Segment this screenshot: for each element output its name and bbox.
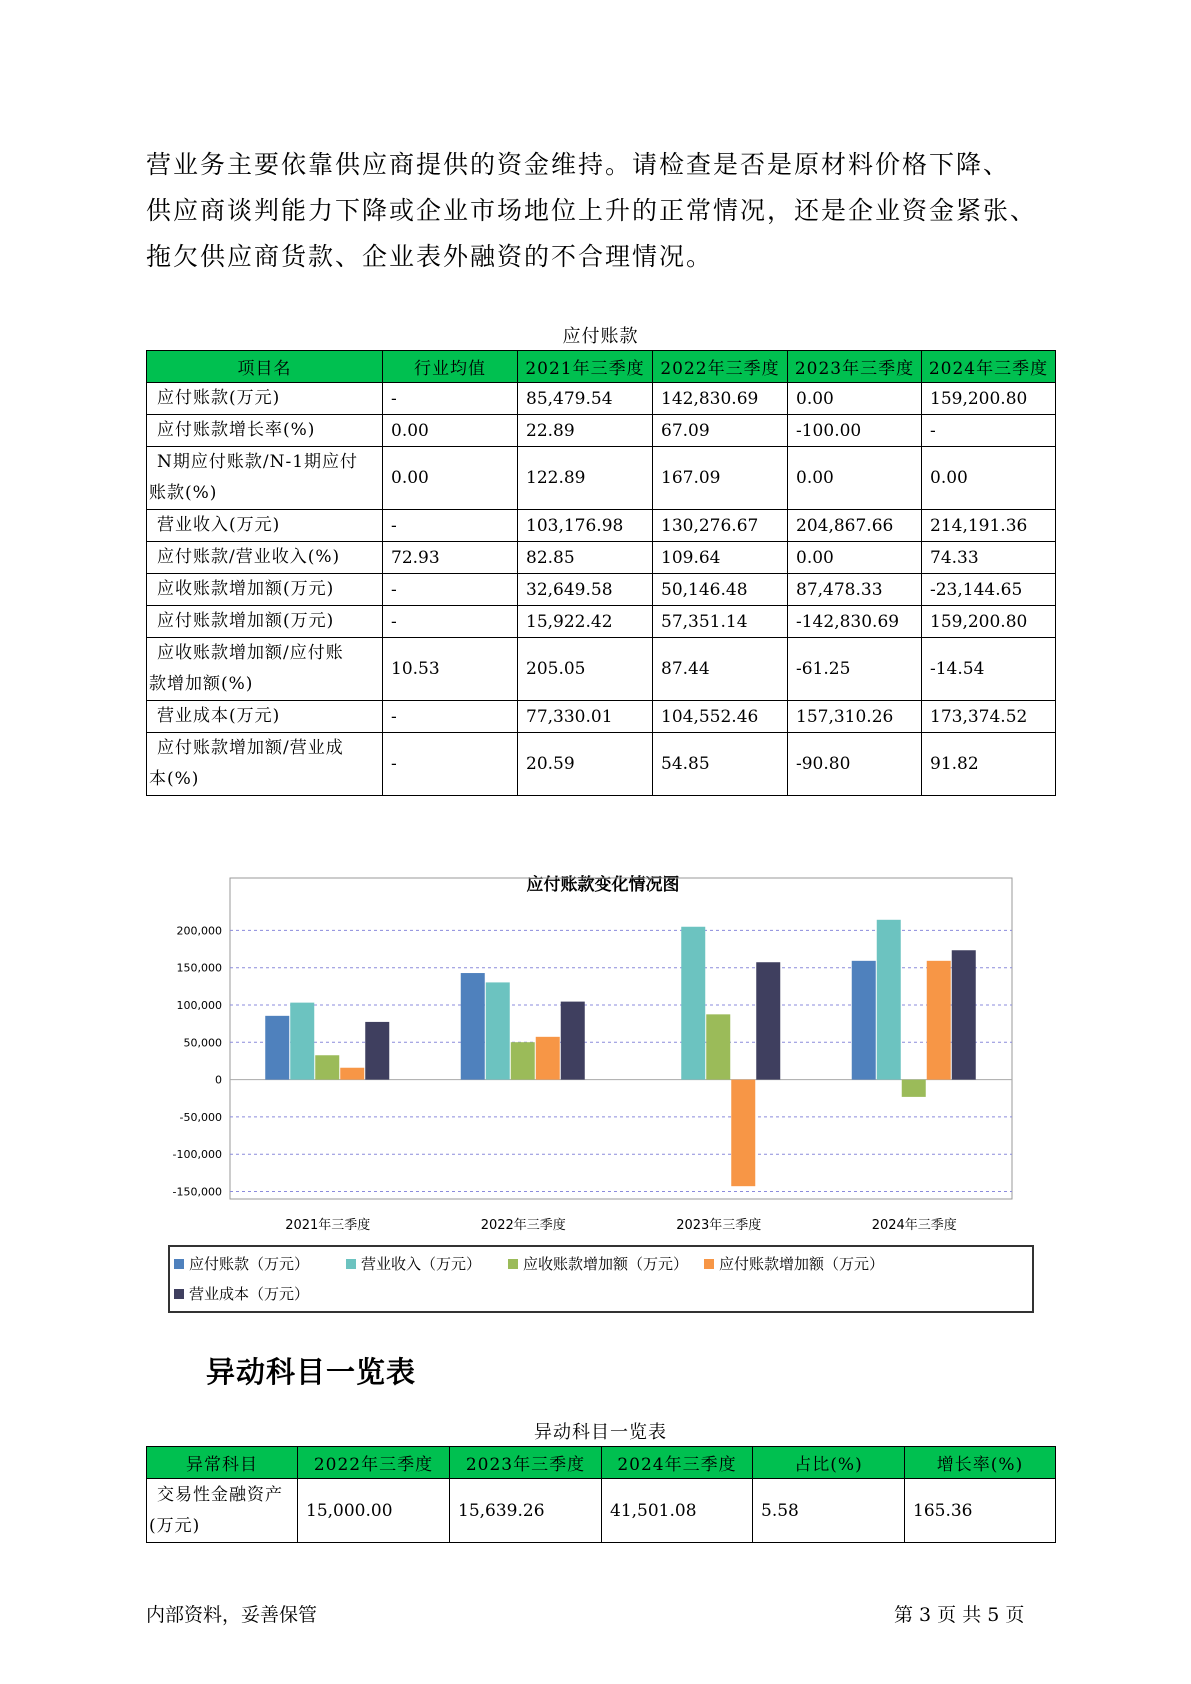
table-cell: 159,200.80 bbox=[922, 383, 1056, 415]
table-cell: 104,552.46 bbox=[653, 701, 788, 733]
row-label-line: 应付账款增长率(%) bbox=[157, 420, 316, 440]
table-cell: 214,191.36 bbox=[922, 510, 1056, 542]
row-label bbox=[147, 574, 383, 606]
row-label-line: 应付账款增加额/营业成 bbox=[157, 738, 344, 758]
table-row bbox=[147, 574, 1056, 606]
bar bbox=[877, 920, 901, 1080]
bars bbox=[265, 920, 976, 1186]
table-cell: 0.00 bbox=[788, 383, 922, 415]
table2-caption: 异动科目一览表 bbox=[534, 1422, 667, 1443]
table-cell: 159,200.80 bbox=[922, 606, 1056, 638]
table-cell: 167.09 bbox=[653, 447, 788, 510]
table-cell: 57,351.14 bbox=[653, 606, 788, 638]
table-cell: 165.36 bbox=[905, 1479, 1056, 1543]
legend-item bbox=[346, 1253, 481, 1274]
table-cell: - bbox=[383, 510, 518, 542]
table-cell: -61.25 bbox=[788, 638, 922, 701]
table-cell: 50,146.48 bbox=[653, 574, 788, 606]
table-cell: 85,479.54 bbox=[518, 383, 653, 415]
row-label bbox=[147, 606, 383, 638]
row-label-line: 应收账款增加额/应付账 bbox=[157, 643, 344, 663]
table-cell: - bbox=[383, 574, 518, 606]
table-row bbox=[147, 701, 1056, 733]
table-cell: 15,922.42 bbox=[518, 606, 653, 638]
table-cell: - bbox=[383, 733, 518, 796]
table-cell: 72.93 bbox=[383, 542, 518, 574]
bar bbox=[706, 1014, 730, 1079]
table-cell: 32,649.58 bbox=[518, 574, 653, 606]
table-cell: 87,478.33 bbox=[788, 574, 922, 606]
table-cell: 87.44 bbox=[653, 638, 788, 701]
legend-swatch bbox=[346, 1259, 356, 1269]
table-cell: 130,276.67 bbox=[653, 510, 788, 542]
bar bbox=[265, 1016, 289, 1080]
table-cell: 173,374.52 bbox=[922, 701, 1056, 733]
table-cell: 67.09 bbox=[653, 415, 788, 447]
row-label-line: 交易性金融资产 bbox=[157, 1484, 283, 1505]
table-cell: 82.85 bbox=[518, 542, 653, 574]
row-label bbox=[147, 383, 383, 415]
table-cell: 157,310.26 bbox=[788, 701, 922, 733]
table-cell: -14.54 bbox=[922, 638, 1056, 701]
table-cell: 0.00 bbox=[383, 447, 518, 510]
bar bbox=[681, 927, 705, 1080]
paragraph-line: 供应商谈判能力下降或企业市场地位上升的正常情况，还是企业资金紧张、 bbox=[146, 196, 1038, 225]
row-label bbox=[147, 415, 383, 447]
footer-page-number: 第 3 页 共 5 页 bbox=[894, 1604, 1025, 1626]
legend-label: 应付账款增加额（万元） bbox=[719, 1255, 885, 1273]
bar bbox=[340, 1068, 364, 1080]
table-row bbox=[147, 383, 1056, 415]
x-tick-label: 2024年三季度 bbox=[871, 1218, 957, 1233]
table-cell: 142,830.69 bbox=[653, 383, 788, 415]
bar bbox=[486, 982, 510, 1079]
bar bbox=[290, 1003, 314, 1080]
legend-label: 应付账款（万元） bbox=[189, 1255, 310, 1273]
table-cell: - bbox=[922, 415, 1056, 447]
table-cell: 10.53 bbox=[383, 638, 518, 701]
column-header: 2023年三季度 bbox=[788, 351, 922, 383]
intro-paragraph bbox=[146, 142, 1066, 280]
table-cell: 204,867.66 bbox=[788, 510, 922, 542]
bar bbox=[756, 962, 780, 1079]
column-header: 行业均值 bbox=[383, 351, 518, 383]
row-label bbox=[147, 510, 383, 542]
table-cell: 109.64 bbox=[653, 542, 788, 574]
y-tick-label: -100,000 bbox=[172, 1148, 222, 1162]
row-label-line: 营业成本(万元) bbox=[157, 706, 281, 726]
x-tick-label: 2022年三季度 bbox=[480, 1218, 566, 1233]
table-row bbox=[147, 447, 1056, 510]
table-row bbox=[147, 733, 1056, 796]
legend-label: 营业成本（万元） bbox=[189, 1285, 310, 1303]
bar bbox=[852, 961, 876, 1080]
table-cell: -142,830.69 bbox=[788, 606, 922, 638]
row-label bbox=[147, 638, 383, 701]
row-label-line: 本(%) bbox=[149, 769, 200, 789]
paragraph-line: 营业务主要依靠供应商提供的资金维持。请检查是否是原材料价格下降、 bbox=[146, 150, 1011, 179]
row-label bbox=[147, 1479, 298, 1543]
x-tick-label: 2023年三季度 bbox=[676, 1218, 762, 1233]
row-label-line: 应收账款增加额(万元) bbox=[157, 579, 335, 599]
table-cell: -90.80 bbox=[788, 733, 922, 796]
table-cell: 0.00 bbox=[383, 415, 518, 447]
column-header: 项目名 bbox=[147, 351, 383, 383]
table-cell: - bbox=[383, 606, 518, 638]
legend-swatch bbox=[508, 1259, 518, 1269]
chart-legend bbox=[168, 1245, 1034, 1313]
legend-item bbox=[704, 1253, 884, 1274]
y-tick-label: 100,000 bbox=[176, 999, 222, 1012]
table-row bbox=[147, 1479, 1056, 1543]
y-tick-label: 200,000 bbox=[176, 924, 222, 938]
table-row bbox=[147, 638, 1056, 701]
table-row bbox=[147, 606, 1056, 638]
row-label-line: 应付账款(万元) bbox=[157, 388, 281, 408]
column-header: 2024年三季度 bbox=[602, 1447, 753, 1479]
legend-swatch bbox=[704, 1259, 714, 1269]
column-header: 2021年三季度 bbox=[518, 351, 653, 383]
table-cell: 77,330.01 bbox=[518, 701, 653, 733]
table-cell: 91.82 bbox=[922, 733, 1056, 796]
bar bbox=[365, 1022, 389, 1080]
chart-title: 应付账款变化情况图 bbox=[526, 875, 680, 895]
row-label-line: (万元) bbox=[149, 1515, 201, 1536]
row-label-line: 款增加额(%) bbox=[149, 674, 254, 694]
legend-label: 营业收入（万元） bbox=[361, 1255, 482, 1273]
table-cell: 41,501.08 bbox=[602, 1479, 753, 1543]
y-tick-label: 150,000 bbox=[176, 961, 222, 975]
row-label-line: 应付账款增加额(万元) bbox=[157, 611, 335, 631]
table-cell: 22.89 bbox=[518, 415, 653, 447]
table-cell: 0.00 bbox=[788, 542, 922, 574]
row-label-line: 应付账款/营业收入(%) bbox=[157, 547, 341, 567]
table-cell: 74.33 bbox=[922, 542, 1056, 574]
legend-swatch bbox=[174, 1289, 184, 1299]
bar bbox=[902, 1080, 926, 1097]
y-tick-label: -150,000 bbox=[172, 1185, 222, 1199]
column-header: 2024年三季度 bbox=[922, 351, 1056, 383]
bar bbox=[952, 950, 976, 1079]
legend-item bbox=[174, 1283, 309, 1304]
bar bbox=[511, 1042, 535, 1079]
bar bbox=[927, 961, 951, 1080]
row-label-line: N期应付账款/N-1期应付 bbox=[157, 452, 359, 472]
row-label bbox=[147, 701, 383, 733]
table-cell: - bbox=[383, 383, 518, 415]
table-row bbox=[147, 542, 1056, 574]
table-cell: 122.89 bbox=[518, 447, 653, 510]
table-row bbox=[147, 510, 1056, 542]
column-header: 2023年三季度 bbox=[450, 1447, 602, 1479]
table-cell: 5.58 bbox=[753, 1479, 905, 1543]
bar bbox=[461, 973, 485, 1080]
y-tick-label: -50,000 bbox=[179, 1110, 222, 1124]
row-label-line: 营业收入(万元) bbox=[157, 515, 281, 535]
column-header: 占比(%) bbox=[753, 1447, 905, 1479]
table-cell: 0.00 bbox=[788, 447, 922, 510]
table1-caption: 应付账款 bbox=[562, 326, 639, 347]
paragraph-line: 拖欠供应商货款、企业表外融资的不合理情况。 bbox=[146, 242, 714, 271]
legend-item bbox=[508, 1253, 688, 1274]
table-cell: -23,144.65 bbox=[922, 574, 1056, 606]
legend-swatch bbox=[174, 1259, 184, 1269]
accounts-payable-table bbox=[146, 350, 1056, 796]
table-cell: 15,000.00 bbox=[298, 1479, 450, 1543]
section-heading: 异动科目一览表 bbox=[206, 1355, 417, 1389]
table-cell: 54.85 bbox=[653, 733, 788, 796]
column-header: 增长率(%) bbox=[905, 1447, 1056, 1479]
column-header: 2022年三季度 bbox=[653, 351, 788, 383]
y-tick-label: 50,000 bbox=[183, 1036, 222, 1050]
column-header: 2022年三季度 bbox=[298, 1447, 450, 1479]
anomaly-table bbox=[146, 1446, 1056, 1543]
bar bbox=[561, 1002, 585, 1080]
row-label bbox=[147, 733, 383, 796]
table-row bbox=[147, 415, 1056, 447]
table-cell: - bbox=[383, 701, 518, 733]
row-label-line: 账款(%) bbox=[149, 483, 218, 503]
legend-item bbox=[174, 1253, 309, 1274]
footer-confidential: 内部资料，妥善保管 bbox=[146, 1604, 318, 1626]
bar bbox=[315, 1055, 339, 1079]
x-tick-label: 2021年三季度 bbox=[285, 1218, 371, 1233]
bar bbox=[536, 1037, 560, 1080]
table-cell: 15,639.26 bbox=[450, 1479, 602, 1543]
row-label bbox=[147, 542, 383, 574]
table-cell: 20.59 bbox=[518, 733, 653, 796]
bar bbox=[731, 1080, 755, 1187]
table-cell: 205.05 bbox=[518, 638, 653, 701]
table-cell: -100.00 bbox=[788, 415, 922, 447]
row-label bbox=[147, 447, 383, 510]
table-cell: 0.00 bbox=[922, 447, 1056, 510]
y-tick-label: 0 bbox=[215, 1073, 222, 1087]
table-cell: 103,176.98 bbox=[518, 510, 653, 542]
column-header: 异常科目 bbox=[147, 1447, 298, 1479]
legend-label: 应收账款增加额（万元） bbox=[523, 1255, 689, 1273]
